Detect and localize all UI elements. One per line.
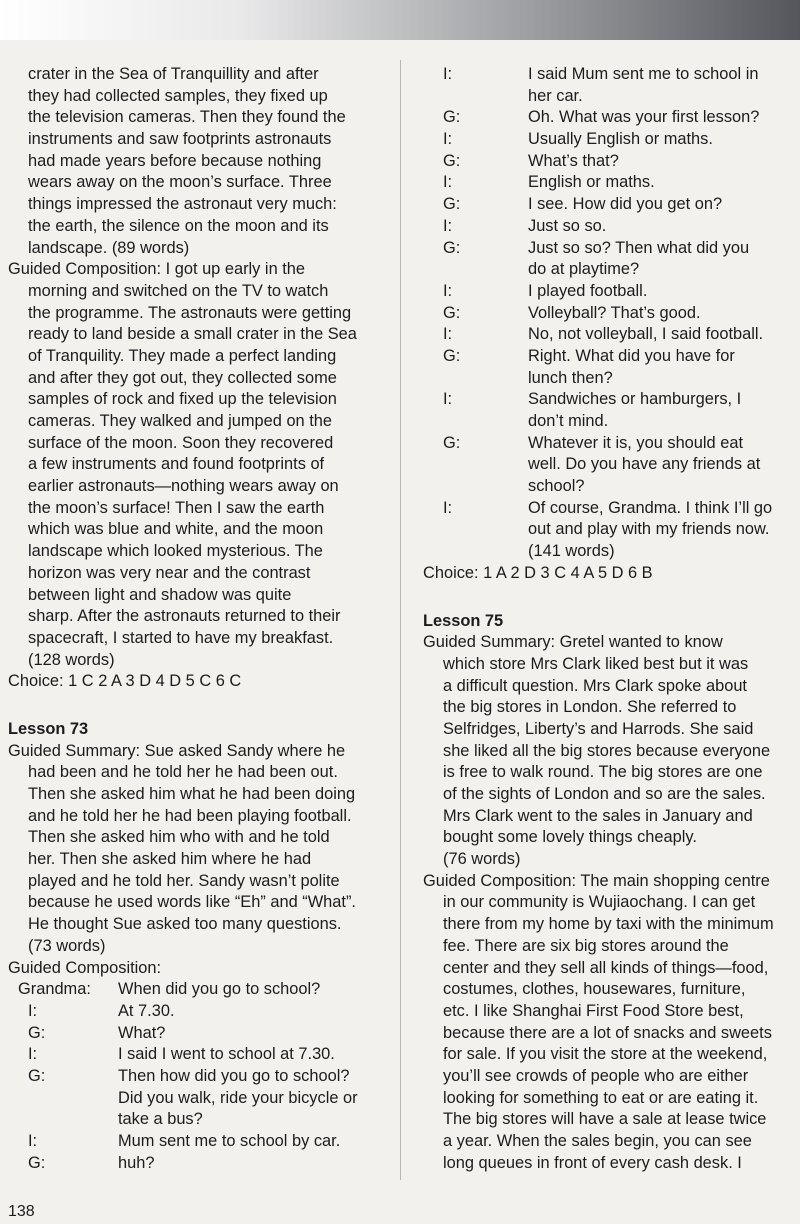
- dialogue-line: [423, 107, 793, 129]
- text-line: morning and switched on the TV to watch: [28, 281, 329, 300]
- text-line: bought some lovely things cheaply.: [443, 828, 697, 847]
- column-divider: [400, 60, 401, 1180]
- speaker: G:: [28, 1023, 46, 1042]
- text-line: which store Mrs Clark liked best but it was: [443, 654, 749, 673]
- dialogue-line: [423, 281, 793, 303]
- utterance: Right. What did you have for: [528, 346, 735, 365]
- speaker: G:: [443, 238, 461, 257]
- guided-summary-73: [8, 741, 392, 958]
- text-line: for sale. If you visit the store at the weekend,: [443, 1045, 768, 1064]
- text-line: a year. When the sales begin, you can see: [443, 1132, 752, 1150]
- utterance: At 7.30.: [118, 1001, 175, 1020]
- dialogue-line: [423, 389, 793, 411]
- text-line: center and they sell all kinds of things—food,: [443, 958, 769, 977]
- text-line: of the sights of London and so are the sales.: [443, 785, 766, 803]
- text-line: (76 words): [443, 850, 521, 869]
- dialogue-line: [423, 151, 793, 173]
- speaker: I:: [443, 325, 453, 344]
- text-line: samples of rock and fixed up the television: [28, 390, 337, 409]
- choice-answers-72: Choice: 1 C 2 A 3 D 4 D 5 C 6 C: [8, 672, 242, 691]
- utterance-continued: Did you walk, ride your bicycle or: [118, 1088, 358, 1107]
- dialogue-line: [423, 129, 793, 151]
- utterance-continued: school?: [528, 477, 585, 496]
- text-line: Guided Composition: The main shopping centre: [423, 871, 770, 890]
- text-line: instruments and saw footprints astronauts: [28, 130, 332, 149]
- utterance-continued: lunch then?: [528, 368, 613, 387]
- text-line: Guided Summary: Gretel wanted to know: [423, 633, 723, 652]
- text-line: the moon’s surface! Then I saw the earth: [28, 498, 325, 517]
- text-line: in our community is Wujiaochang. I can get: [443, 893, 756, 912]
- utterance-continued: do at playtime?: [528, 260, 640, 279]
- text-line: of Tranquility. They made a perfect landing: [28, 346, 337, 365]
- speaker: I:: [443, 281, 453, 300]
- text-line: had made years before because nothing: [28, 151, 322, 170]
- text-line: etc. I like Shanghai First Food Store best,: [443, 1001, 744, 1020]
- dialogue-73-left: [8, 979, 392, 1174]
- text-line: there from my home by taxi with the minimum: [443, 915, 774, 934]
- speaker: I:: [443, 390, 453, 409]
- speaker: G:: [443, 346, 461, 365]
- utterance: No, not volleyball, I said football.: [528, 325, 764, 344]
- utterance: Mum sent me to school by car.: [118, 1132, 341, 1150]
- text-line: the big stores in London. She referred to: [443, 698, 737, 717]
- dialogue-line: [8, 1153, 392, 1175]
- guided-composition-73-label: Guided Composition:: [8, 958, 162, 977]
- dialogue-line: [8, 1001, 392, 1023]
- utterance: I played football.: [528, 281, 648, 300]
- utterance: Usually English or maths.: [528, 130, 713, 149]
- page-number: 138: [8, 1203, 35, 1220]
- utterance-continued: well. Do you have any friends at: [528, 455, 761, 474]
- utterance: I said I went to school at 7.30.: [118, 1045, 335, 1064]
- top-edge-band: [0, 0, 800, 40]
- utterance: I see. How did you get on?: [528, 195, 723, 214]
- dialogue-line: [423, 216, 793, 238]
- speaker: I:: [443, 130, 453, 149]
- speaker: Grandma:: [18, 980, 91, 999]
- lesson-73-heading: Lesson 73: [8, 719, 89, 738]
- text-line: sharp. After the astronauts returned to their: [28, 607, 341, 626]
- text-line: between light and shadow was quite: [28, 585, 292, 604]
- text-line: the earth, the silence on the moon and its: [28, 216, 329, 235]
- dialogue-line: [423, 346, 793, 368]
- speaker: I:: [28, 1045, 38, 1064]
- speaker: G:: [443, 303, 461, 322]
- dialogue-line: [423, 64, 793, 86]
- text-line: and after they got out, they collected some: [28, 368, 337, 387]
- text-line: costumes, clothes, housewares, furniture,: [443, 980, 746, 999]
- guided-composition-75: [423, 871, 793, 1175]
- dialogue-line: [423, 194, 793, 216]
- speaker: I:: [28, 1132, 38, 1150]
- text-line: landscape. (89 words): [28, 238, 190, 257]
- text-line: Then she asked him what he had been doing: [28, 785, 356, 803]
- dialogue-line: [8, 979, 392, 1001]
- speaker: I:: [443, 498, 453, 517]
- speaker: I:: [443, 65, 453, 83]
- text-line: Guided Summary: Sue asked Sandy where he: [8, 741, 346, 760]
- text-line: and he told her he had been playing football.: [28, 806, 352, 825]
- text-line: Mrs Clark went to the sales in January and: [443, 806, 753, 825]
- utterance: What?: [118, 1023, 166, 1042]
- text-line: Then she asked him who with and he told: [28, 828, 330, 847]
- dialogue-line: [8, 1023, 392, 1045]
- text-line: because there are a lot of snacks and sweets: [443, 1023, 772, 1042]
- dialogue-line: [8, 1066, 392, 1088]
- utterance: English or maths.: [528, 173, 655, 192]
- text-line: played and he told her. Sandy wasn’t polite: [28, 871, 340, 890]
- text-line: cameras. They walked and jumped on the: [28, 412, 333, 430]
- dialogue-line: [8, 1044, 392, 1066]
- text-line: which was blue and white, and the moon: [28, 520, 324, 539]
- text-line: The big stores will have a sale at lease twice: [443, 1110, 767, 1129]
- speaker: I:: [443, 216, 453, 235]
- text-line: the television cameras. Then they found the: [28, 108, 346, 127]
- text-line: had been and he told her he had been out.: [28, 763, 338, 782]
- right-column: [423, 64, 793, 1174]
- text-line: a few instruments and found footprints of: [28, 455, 325, 474]
- text-line: is free to walk round. The big stores are one: [443, 763, 763, 782]
- dialogue-line: [8, 1131, 392, 1153]
- text-line: Selfridges, Liberty’s and Harrods. She said: [443, 719, 754, 738]
- speaker: G:: [28, 1153, 46, 1172]
- left-column: [8, 64, 392, 1174]
- utterance: huh?: [118, 1153, 155, 1172]
- text-line: (73 words): [28, 936, 106, 955]
- text-line: crater in the Sea of Tranquillity and after: [28, 65, 319, 83]
- text-line: looking for something to eat or are eating it.: [443, 1088, 759, 1107]
- text-line: they had collected samples, they fixed up: [28, 86, 328, 105]
- text-line: He thought Sue asked too many questions.: [28, 915, 342, 934]
- text-line: because he used words like “Eh” and “What”.: [28, 893, 356, 912]
- dialogue-line: [423, 172, 793, 194]
- utterance: Just so so? Then what did you: [528, 238, 750, 257]
- text-line: Guided Composition: I got up early in the: [8, 260, 306, 279]
- dialogue-line: [423, 433, 793, 455]
- dialogue-line: [423, 498, 793, 520]
- utterance-continued: her car.: [528, 86, 583, 105]
- text-line: fee. There are six big stores around the: [443, 936, 729, 955]
- speaker: G:: [443, 195, 461, 214]
- text-line: her. Then she asked him where he had: [28, 850, 312, 869]
- speaker: I:: [443, 173, 453, 192]
- text-line: landscape which looked mysterious. The: [28, 542, 323, 561]
- utterance: Volleyball? That’s good.: [528, 303, 701, 322]
- guided-composition-72: [8, 259, 392, 671]
- lesson-75-heading: Lesson 75: [423, 611, 504, 630]
- text-line: earlier astronauts—nothing wears away on: [28, 477, 339, 496]
- speaker: G:: [443, 433, 461, 452]
- text-line: a difficult question. Mrs Clark spoke about: [443, 676, 747, 695]
- dialogue-line: [423, 238, 793, 260]
- text-line: things impressed the astronaut very much:: [28, 195, 337, 214]
- utterance: I said Mum sent me to school in: [528, 65, 759, 83]
- text-line: you’ll see crowds of people who are either: [443, 1066, 749, 1085]
- utterance-continued: out and play with my friends now.: [528, 520, 770, 539]
- speaker: I:: [28, 1001, 38, 1020]
- text-line: wears away on the moon’s surface. Three: [28, 173, 332, 192]
- utterance: Just so so.: [528, 216, 607, 235]
- choice-answers-73: Choice: 1 A 2 D 3 C 4 A 5 D 6 B: [423, 563, 653, 582]
- utterance: Sandwiches or hamburgers, I: [528, 390, 742, 409]
- dialogue-line: [423, 303, 793, 325]
- text-line: horizon was very near and the contrast: [28, 563, 311, 582]
- utterance-continued: (141 words): [528, 542, 615, 561]
- utterance: What’s that?: [528, 151, 619, 170]
- text-line: surface of the moon. Soon they recovered: [28, 433, 334, 452]
- text-line: ready to land beside a small crater in the Sea: [28, 325, 357, 344]
- speaker: G:: [443, 108, 461, 127]
- text-line: the programme. The astronauts were getting: [28, 303, 352, 322]
- speaker: G:: [443, 151, 461, 170]
- speaker: G:: [28, 1066, 46, 1085]
- utterance: Oh. What was your first lesson?: [528, 108, 760, 127]
- text-line: long queues in front of every cash desk. I: [443, 1153, 742, 1172]
- lesson-72-composition-end: [8, 64, 392, 259]
- text-line: she liked all the big stores because everyone: [443, 741, 771, 760]
- utterance: When did you go to school?: [118, 980, 321, 999]
- utterance: Whatever it is, you should eat: [528, 433, 744, 452]
- guided-summary-75: [423, 632, 793, 871]
- utterance: Of course, Grandma. I think I’ll go: [528, 498, 773, 517]
- text-line: spacecraft, I started to have my breakfast.: [28, 628, 334, 647]
- utterance-continued: don’t mind.: [528, 412, 609, 430]
- text-line: (128 words): [28, 650, 115, 669]
- utterance-continued: take a bus?: [118, 1110, 203, 1129]
- utterance: Then how did you go to school?: [118, 1066, 350, 1085]
- dialogue-line: [423, 324, 793, 346]
- dialogue-73-right: [423, 64, 793, 563]
